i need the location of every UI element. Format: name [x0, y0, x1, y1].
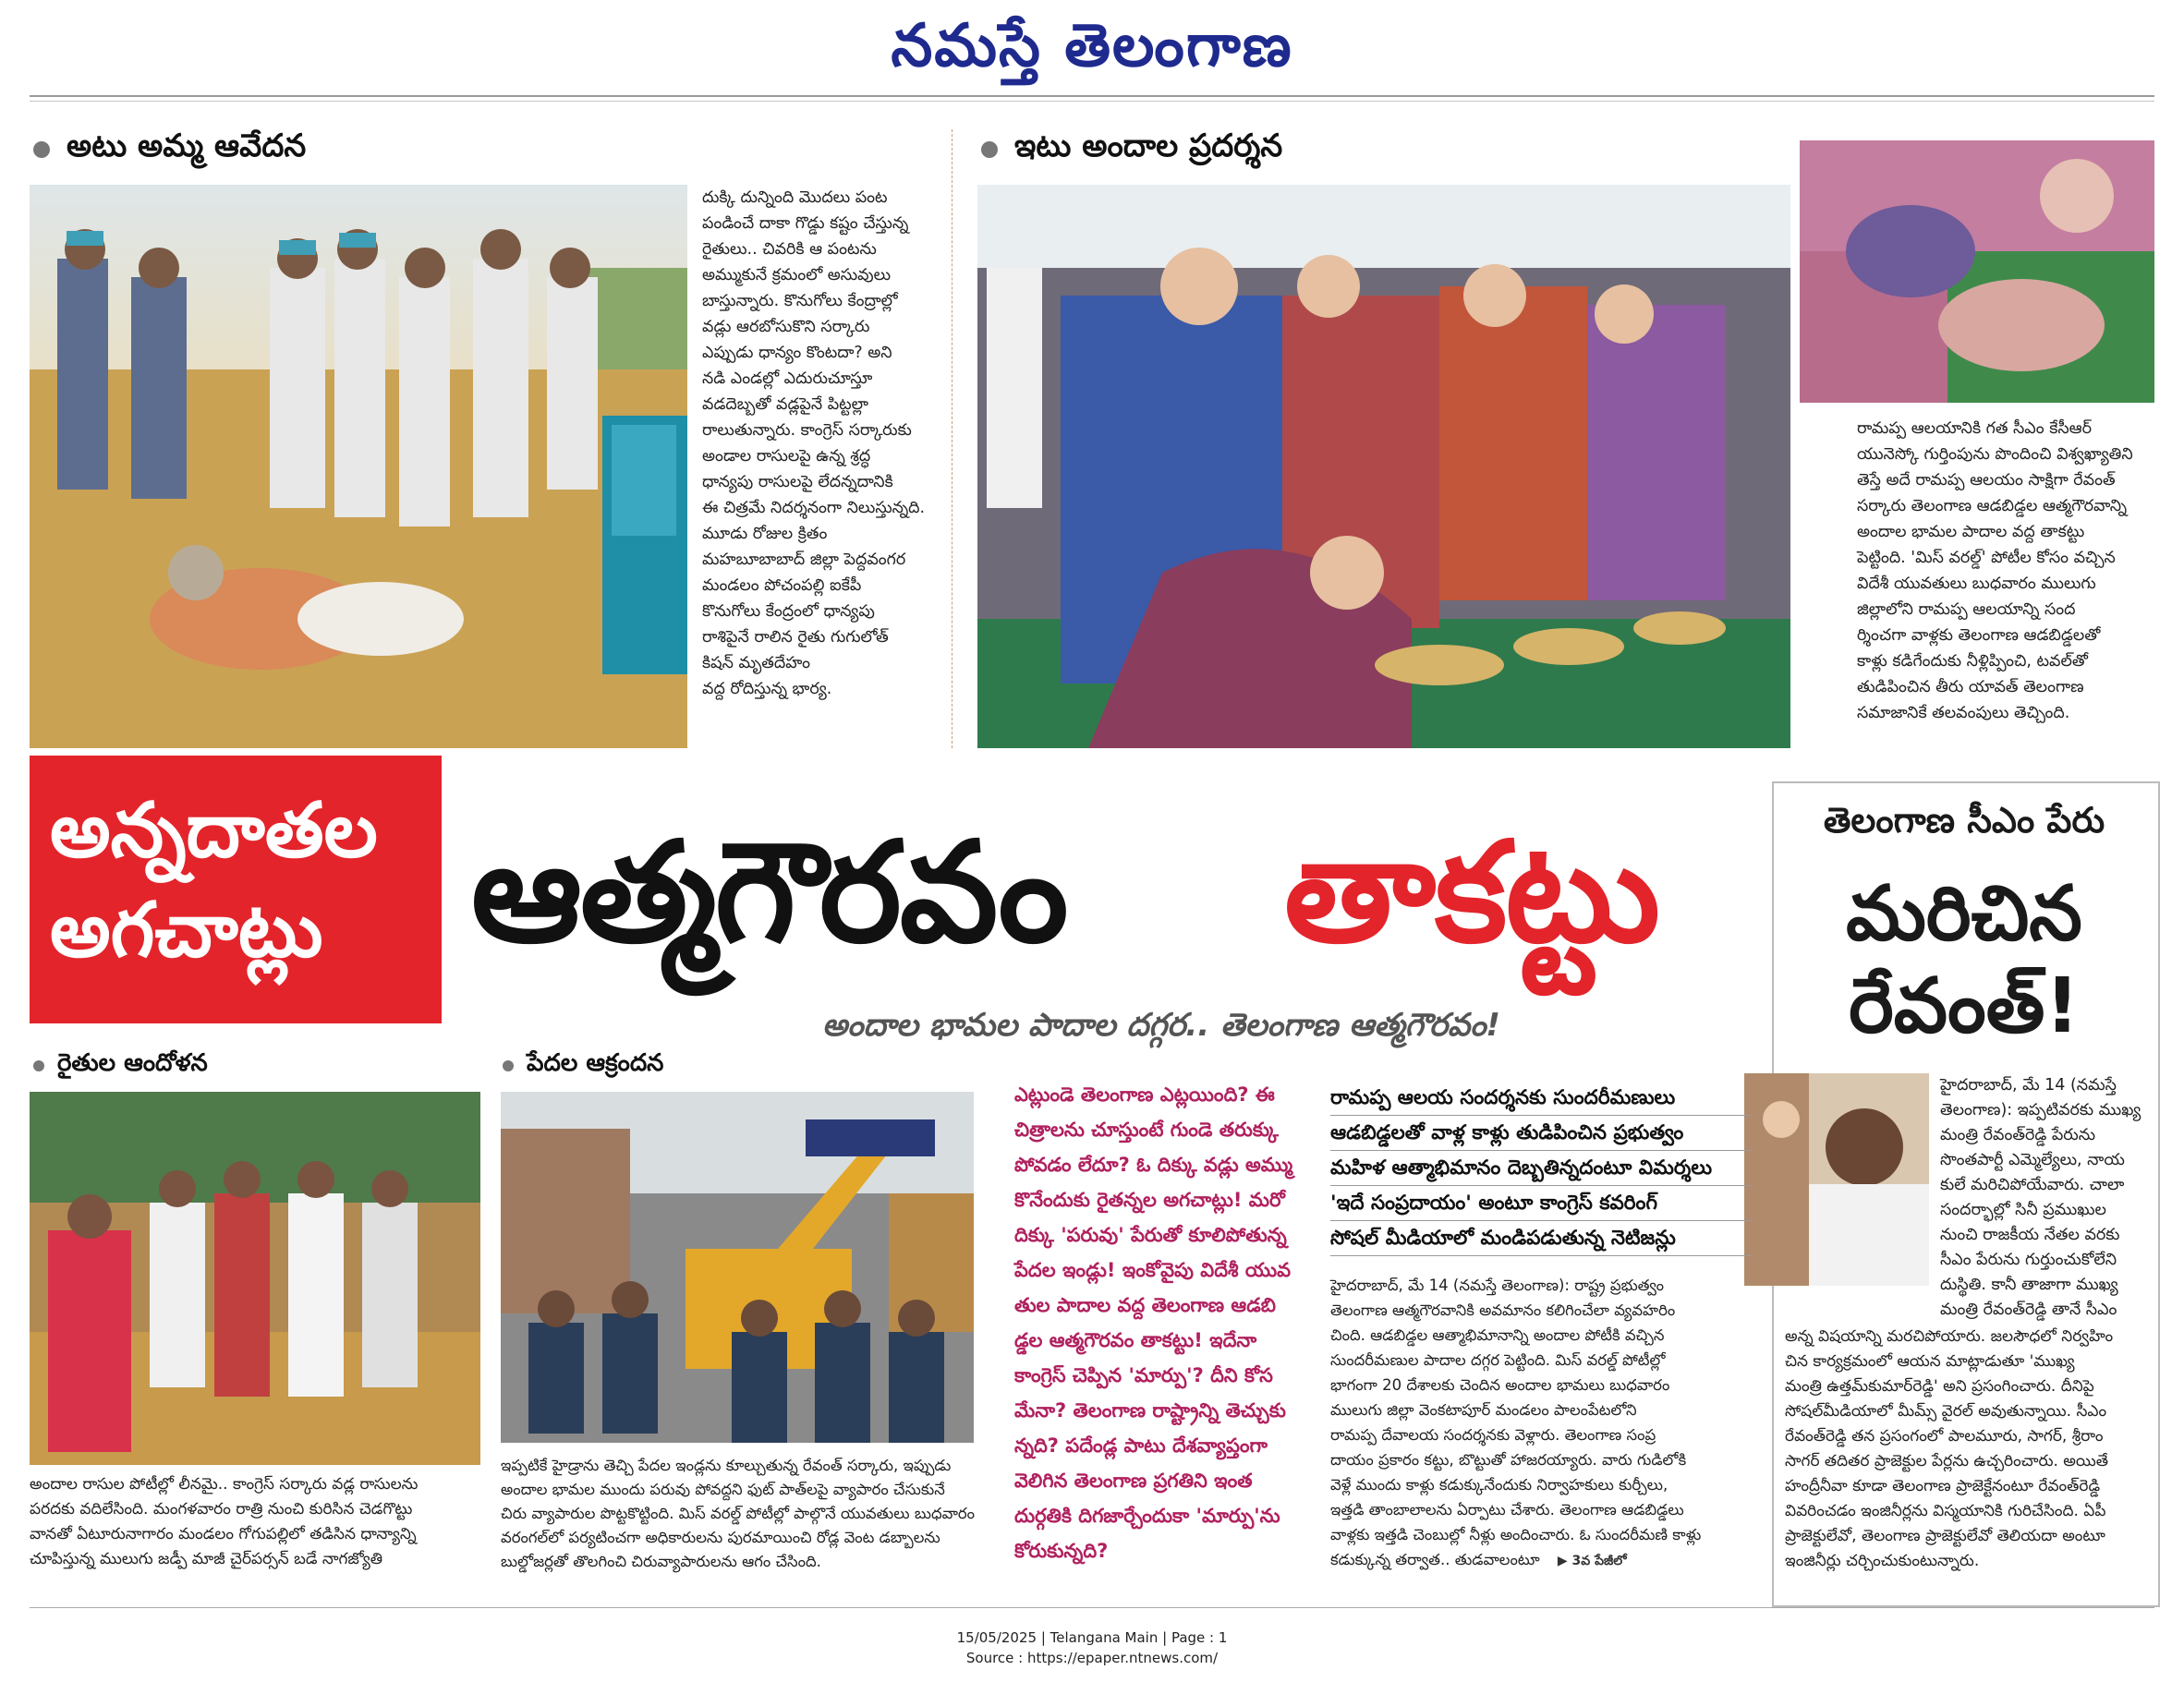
deck-line: మహిళ ఆత్మాభిమానం దెబ్బతిన్నదంటూ విమర్శలు — [1330, 1151, 1752, 1186]
sidebar-kicker: తెలంగాణ సీఎం పేరు — [1823, 800, 2105, 841]
text-line — [1330, 1547, 1765, 1574]
text-line: ఈ చిత్రమే నిదర్శనంగా నిలుస్తున్నది. — [702, 499, 926, 517]
text-line: కిషన్ మృతదేహం — [702, 654, 811, 672]
text-line: మంత్రి ఉత్తమ్‌కుమార్‌రెడ్డి' అని ప్రసంగించారు. దీనిపై — [1785, 1377, 2094, 1396]
left-story-heading — [33, 127, 306, 172]
text-line: విదేశీ యువతులు బుధవారం ములుగు — [1857, 575, 2096, 593]
text-line: మేనా? తెలంగాణ రాష్ట్రాన్ని తెచ్చుకు — [1014, 1399, 1286, 1422]
text-line: వెలిగిన తెలంగాణ ప్రగతిని ఇంత — [1014, 1470, 1253, 1492]
text-line: బాస్తున్నారు. కొనుగోలు కేంద్రాల్లో — [702, 292, 898, 310]
text-line: సందర్భాల్లో సినీ ప్రముఖుల — [1940, 1201, 2106, 1219]
text-line: ములుగు జిల్లా వెంకటాపూర్ మండలం పాలంపేటలోని — [1330, 1401, 1637, 1419]
text-line: వరంగల్‌లో పర్యటించగా అధికారులను పురమాయించి రోడ్ల వెంట డబ్బాలను — [501, 1529, 940, 1546]
bullet-icon — [503, 1060, 514, 1071]
text-line: కోరుకున్నది? — [1014, 1540, 1109, 1562]
text-line: అందాల భామల ముందు పరువు పోవద్దని ఫుట్ పాత్‌లపై వ్యాపారం చేసుకునే — [501, 1481, 945, 1498]
text-line: దుక్కి దున్నింది మొదలు పంట — [702, 188, 888, 207]
bullet-icon — [33, 141, 50, 158]
text-line: దుర్గతికి దిగజార్చేందుకా 'మార్పు'ను — [1014, 1505, 1280, 1527]
text-line-end: కడుక్కున్న తర్వాత.. తుడవాలంటూ — [1330, 1551, 1540, 1568]
banner-subhead: అందాల భామల పాదాల దగ్గర.. తెలంగాణ ఆత్మగౌరవం! — [822, 1007, 1500, 1044]
text-line: రాలుతున్నారు. కాంగ్రెస్ సర్కారుకు — [702, 421, 912, 440]
text-line: అందాల రాసుల పోటీల్లో లీనమై.. కాంగ్రెస్ సర్కారు వడ్ల రాసులను — [30, 1475, 419, 1494]
text-line: న్నది? పదేండ్ల పాటు దేశవ్యాప్తంగా — [1014, 1434, 1268, 1457]
text-line: ఇప్పటికే హైడ్రాను తెచ్చి పేదల ఇండ్లను కూల్చుతున్న రేవంత్ సర్కారు, ఇప్పుడు — [501, 1457, 952, 1474]
text-line: తుడిపించిన తీరు యావత్ తెలంగాణ — [1857, 678, 2084, 696]
page-bottom-rule — [30, 1607, 2154, 1608]
text-line: నడి ఎండల్లో ఎదురుచూస్తూ — [702, 369, 873, 388]
text-line: ఇంజినీర్లు చర్చించుకుంటున్నారు. — [1785, 1552, 1980, 1570]
text-line: సాగర్ తదితర ప్రాజెక్టుల పేర్లను ఉచ్చరించారు. అయితే — [1785, 1452, 2108, 1470]
text-line: ర్శించగా వాళ్లకు తెలంగాణ ఆడబిడ్డలతో — [1857, 626, 2101, 645]
deck-line: 'ఇదే సంప్రదాయం' అంటూ కాంగ్రెస్ కవరింగ్ — [1330, 1186, 1752, 1221]
text-line: అమ్ముకునే క్రమంలో అసువులు — [702, 266, 892, 284]
editorial-column — [1014, 1077, 1319, 1568]
text-line: వెళ్లే ముందు కాళ్లు కడుక్కునేందుకు నిర్వాహకులు కుర్చీలు, — [1330, 1476, 1668, 1494]
text-line: దాయం ప్రకారం కట్టు, బొట్టుతో హాజరయ్యారు. వారు గుడిలోకి — [1330, 1451, 1687, 1469]
red-headline-box — [30, 756, 442, 1023]
text-line: హైదరాబాద్, మే 14 (నమస్తే తెలంగాణ): రాష్ట్ర ప్రభుత్వం — [1330, 1277, 1664, 1294]
bottom-left-heading-text: రైతుల ఆందోళన — [57, 1049, 208, 1077]
red-headline-line2: అగచాట్లు — [50, 887, 323, 974]
text-line: సమాజానికే తలవంపులు తెచ్చింది. — [1857, 704, 2070, 722]
bottom-mid-heading — [503, 1049, 663, 1083]
text-line: రేవంత్‌రెడ్డి తన ప్రసంగంలో పాలమూరు, సాగర్, శ్రీరాం — [1785, 1427, 2104, 1446]
sidebar-title-line1: మరిచిన — [1846, 870, 2082, 958]
text-line: రాశిపైనే రాలిన రైతు గుగులోత్ — [702, 628, 889, 647]
text-line: ధాన్యపు రాసులపై లేదన్నదానికి — [702, 473, 893, 491]
story-deck — [1330, 1081, 1752, 1256]
text-line: పరదకు వదిలేసింది. మంగళవారం రాత్రి నుంచి కురిసిన చెడగొట్టు — [30, 1500, 413, 1519]
text-line: భాగంగా 20 దేశాలకు చెందిన అందాల భామలు బుధవారం — [1330, 1376, 1670, 1394]
text-line: తెలంగాణ ఆత్మగౌరవానికి అవమానం కలిగించేలా వ్యవహరిం — [1330, 1301, 1676, 1319]
text-line: యునెస్కో గుర్తింపును పొందించి విశ్వఖ్యాతిని — [1857, 445, 2133, 464]
text-line: తుల పాదాల వద్ద తెలంగాణ ఆడబి — [1014, 1294, 1276, 1316]
text-line: ప్రాజెక్టులేవో, తెలంగాణ ప్రాజెక్టులేవో తెలియదా అంటూ — [1785, 1527, 2105, 1545]
footer-edition: 15/05/2025 | Telangana Main | Page : 1 — [956, 1629, 1228, 1646]
text-line: పేదల ఇండ్లు! ఇంకోవైపు విదేశీ యువ — [1014, 1259, 1292, 1281]
text-line: చింది. ఆడబిడ్డల ఆత్మాభిమానాన్ని అందాల పోటీకి వచ్చిన — [1330, 1326, 1665, 1344]
left-story-text — [702, 185, 933, 702]
right-story-text — [1857, 416, 2162, 726]
text-line: తెలంగాణ): ఇప్పటివరకు ముఖ్య — [1940, 1101, 2142, 1119]
text-line: రామప్ప ఆలయానికి గత సీఎం కేసీఆర్ — [1857, 419, 2092, 438]
text-line: కొనుగోలు కేంద్రంలో ధాన్యపు — [702, 602, 875, 621]
text-line: చూపిస్తున్న ములుగు జడ్పీ మాజీ చైర్‌పర్సన్ బడే నాగజ్యోతి — [30, 1550, 383, 1568]
text-line: వద్ద రోదిస్తున్న భార్య. — [702, 680, 832, 698]
masthead-rule — [30, 95, 2154, 97]
foot-washing-photo — [977, 185, 1790, 748]
bottom-left-heading — [33, 1049, 208, 1083]
text-line: మహబూబాబాద్ జిల్లా పెద్దవంగర — [702, 551, 906, 569]
footer-source: Source : https://epaper.ntnews.com/ — [965, 1650, 1219, 1666]
left-story-heading-text: అటు అమ్మ ఆవేదన — [67, 127, 307, 164]
feet-basin-photo — [1800, 140, 2154, 403]
deck-line: సోషల్ మీడియాలో మండిపడుతున్న నెటిజన్లు — [1330, 1221, 1752, 1256]
continued-ref[interactable]: ▶ 3వ పేజీలో — [1557, 1554, 1627, 1568]
deck-line: ఆడబిడ్డలతో వాళ్ల కాళ్లు తుడిపించిన ప్రభుత్వం — [1330, 1116, 1752, 1151]
text-line: తెస్తే అదే రామప్ప ఆలయం సాక్షిగా రేవంత్ — [1857, 471, 2116, 490]
text-line: డ్డల ఆత్మగౌరవం తాకట్టు! ఇదేనా — [1014, 1329, 1257, 1351]
text-line: అండాల రాసులపై ఉన్న శ్రద్ధ — [702, 447, 871, 466]
text-line: వడ్లు ఆరబోసుకొని సర్కారు — [702, 318, 870, 336]
text-line: బుల్డోజర్లతో తొలగించి చిరువ్యాపారులను ఆగం చేసింది. — [501, 1553, 821, 1570]
text-line: కులే మరిచిపోయేవారు. చాలా — [1940, 1176, 2125, 1194]
bottom-left-caption — [30, 1472, 491, 1572]
text-line: ఇత్తడి తాంబాలాలను ఏర్పాటు చేశారు. తెలంగాణ ఆడబిడ్డలు — [1330, 1501, 1684, 1519]
text-line: అందాల భామల పాదాల వద్ద తాకట్టు — [1857, 523, 2085, 541]
text-line: మండలం పోచంపల్లి ఐకేపీ — [702, 576, 862, 595]
text-line: మంత్రి రేవంత్‌రెడ్డి తానే సీఎం — [1940, 1301, 2117, 1319]
text-line: హైదరాబాద్, మే 14 (నమస్తే — [1940, 1076, 2117, 1095]
text-line: అన్న విషయాన్ని మరచిపోయారు. జలసౌధలో నిర్వహిం — [1785, 1327, 2114, 1346]
text-line: సర్కారు తెలంగాణ ఆడబిడ్డల ఆత్మగౌరవాన్ని — [1857, 497, 2128, 515]
text-line: దుస్థితి. కానీ తాజాగా ముఖ్య — [1940, 1276, 2118, 1294]
text-line: వివరించడం ఇంజినీర్లను విస్మయానికి గురిచేసింది. ఏపీ — [1785, 1502, 2106, 1520]
bottom-mid-caption — [501, 1454, 989, 1574]
wet-grain-photo — [30, 1092, 480, 1465]
text-line: వానతో ఏటూరునాగారం మండలం గోగుపల్లిలో తడిసిన ధాన్యాన్ని — [30, 1525, 417, 1543]
text-line: దిక్కు 'పరువు' పేరుతో కూలిపోతున్న — [1014, 1224, 1287, 1246]
masthead-rule-thin — [30, 101, 2154, 102]
text-line: వాళ్లకు ఇత్తడి చెంబుల్లో నీళ్లు అందించారు. ఓ సుందరీమణి కాళ్లు — [1330, 1526, 1702, 1543]
text-line: సీఎం పేరును గుర్తుంచుకోలేని — [1940, 1251, 2117, 1269]
right-story-heading-text: ఇటు అందాల ప్రదర్శన — [1014, 127, 1283, 164]
bulldozer-photo — [501, 1092, 974, 1443]
text-line: చిన కార్యక్రమంలో ఆయన మాట్లాడుతూ 'ముఖ్య — [1785, 1352, 2075, 1371]
main-headline-black: ఆత్మగౌరవం — [471, 813, 1067, 974]
sidebar-title-line2: రేవంత్! — [1849, 962, 2080, 1050]
continued-ref-text: 3వ పేజీలో — [1571, 1554, 1627, 1568]
text-line: హంద్రీనీవా కూడా తెలంగాణ ప్రాజెక్టేనంటూ రేవంత్‌రెడ్డి — [1785, 1477, 2101, 1495]
text-line: కాంగ్రెస్ చెప్పిన 'మార్పు'? దీని కోస — [1014, 1364, 1273, 1386]
text-line: మంత్రి రేవంత్‌రెడ్డి పేరును — [1940, 1126, 2096, 1144]
deck-line: రామప్ప ఆలయ సందర్శనకు సుందరీమణులు — [1330, 1081, 1752, 1116]
text-line: కొనేందుకు రైతన్నల అగచాట్లు! మరో — [1014, 1189, 1285, 1211]
text-line: రైతులు.. చివరికి ఆ పంటను — [702, 240, 877, 259]
text-line: చిరు వ్యాపారుల పొట్టకొట్టింది. మిస్ వరల్డ్ పోటీల్లో పాల్గొనే యువతులు బుధవారం — [501, 1505, 976, 1522]
right-story-heading — [981, 127, 1282, 172]
sidebar-text-top — [1940, 1073, 2145, 1323]
text-line: వడదెబ్బతో వడ్లపైనే పిట్టల్లా — [702, 395, 868, 414]
red-headline-line1: అన్నదాతల — [50, 787, 378, 875]
text-line: ఎట్లుండె తెలంగాణ ఎట్లయింది? ఈ — [1014, 1083, 1275, 1106]
main-headline-red: తాకట్టు — [1284, 813, 1659, 974]
text-line: పెట్టింది. 'మిస్ వరల్డ్' పోటీల కోసం వచ్చిన — [1857, 549, 2116, 567]
text-line: పండించే దాకా గొడ్డు కష్టం చేస్తున్న — [702, 214, 909, 233]
text-line: పోవడం లేదూ? ఓ దిక్కు వడ్లు అమ్ము — [1014, 1154, 1293, 1176]
bullet-icon — [33, 1060, 44, 1071]
text-line: జిల్లాలోని రామప్ప ఆలయాన్ని సంద — [1857, 600, 2076, 619]
bullet-icon — [981, 141, 998, 158]
text-line: మూడు రోజుల క్రితం — [702, 525, 828, 543]
text-line: చిత్రాలను చూస్తుంటే గుండె తరుక్కు — [1014, 1119, 1279, 1141]
farmer-grief-photo — [30, 185, 687, 748]
revanth-photo — [1744, 1073, 1929, 1286]
text-line: సుందరీమణుల పాదాల దగ్గర పెట్టింది. మిస్ వరల్డ్ పోటీల్లో — [1330, 1351, 1666, 1369]
text-line: ఎప్పుడు ధాన్యం కొంటదా? అని — [702, 344, 892, 362]
masthead: నమస్తే తెలంగాణ — [891, 11, 1293, 80]
text-line: రామప్ప దేవాలయ సందర్శనకు వెళ్లారు. తెలంగాణ సంప్ర — [1330, 1426, 1656, 1444]
bottom-mid-heading-text: పేదల ఆక్రందన — [527, 1049, 664, 1077]
text-line: నుంచి రాజకీయ నేతల వరకు — [1940, 1226, 2120, 1244]
text-line: కాళ్లు కడిగేందుకు నీళ్లిప్పించి, టవల్‌తో — [1857, 652, 2088, 671]
sidebar-text-bottom — [1785, 1325, 2147, 1574]
main-story-text — [1330, 1273, 1765, 1574]
text-line: సోషల్‌మీడియాలో మీమ్స్ వైరల్ అవుతున్నాయి. సీఎం — [1785, 1402, 2107, 1421]
text-line: సొంతపార్టీ ఎమ్మెల్యేలు, నాయ — [1940, 1151, 2125, 1169]
